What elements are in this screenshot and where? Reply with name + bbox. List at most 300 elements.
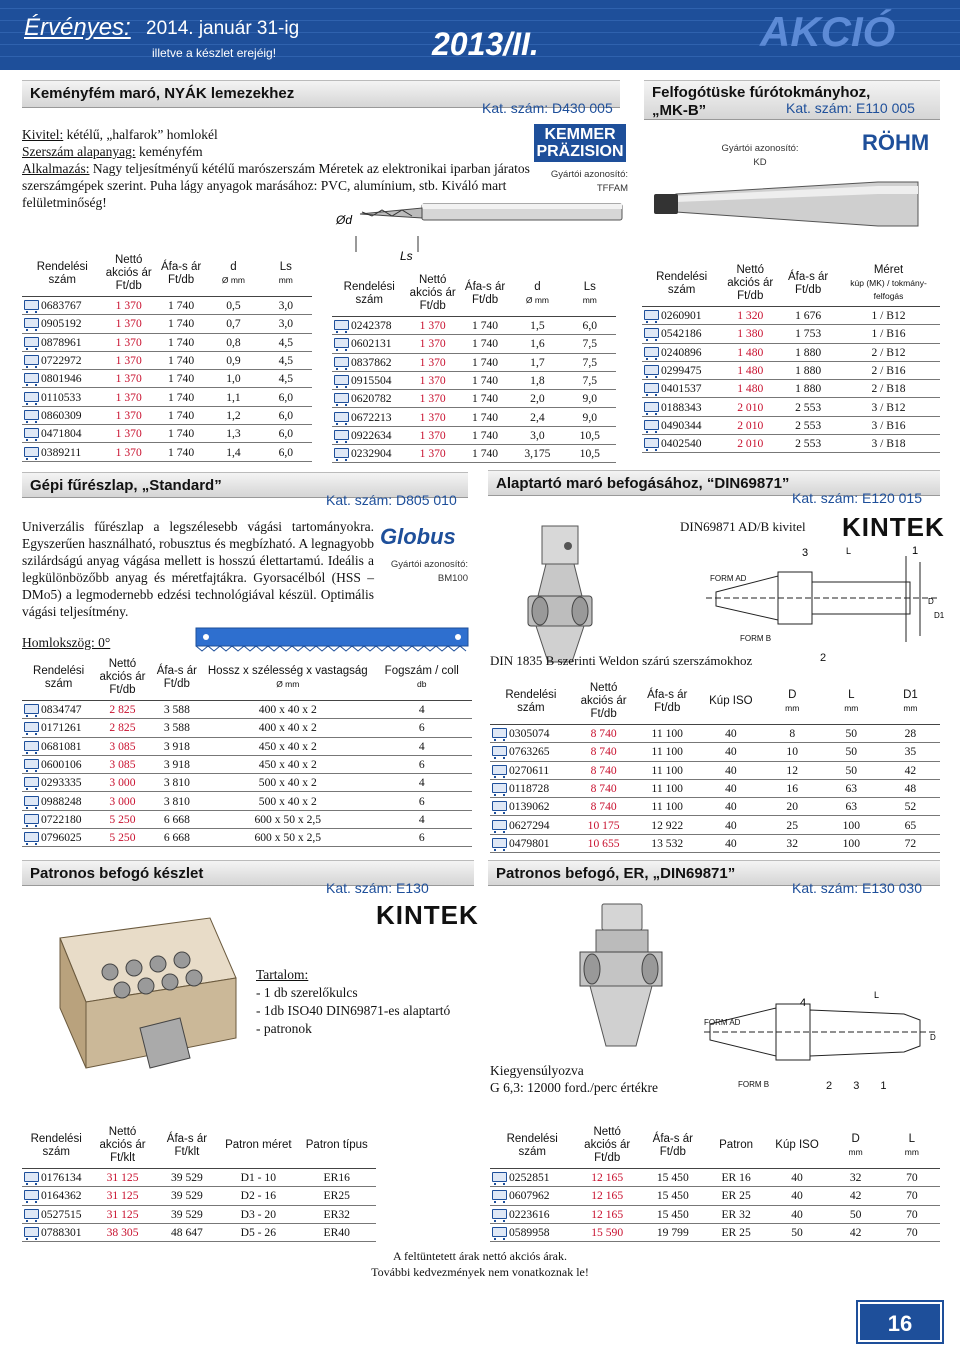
order-number: 0527515 <box>41 1207 82 1221</box>
order-cell[interactable] <box>22 351 103 369</box>
table-cell: 1 370 <box>407 335 459 353</box>
order-cell[interactable] <box>22 1205 90 1223</box>
cart-icon[interactable] <box>24 1209 39 1219</box>
table-cell: 6 <box>372 792 473 810</box>
table-cell: 3 588 <box>150 719 204 737</box>
table-cell: 9,0 <box>564 408 616 426</box>
table-body <box>22 297 312 462</box>
col-header: Nettó akciós ár Ft/db <box>572 680 636 725</box>
order-cell[interactable] <box>22 810 95 828</box>
cart-icon[interactable] <box>492 1209 507 1219</box>
desc-key: Kivitel: <box>22 127 64 142</box>
logo-text: KINTEK <box>376 900 479 930</box>
table-cell: 8 740 <box>572 779 636 797</box>
cart-icon[interactable] <box>24 796 39 806</box>
section-title-text: Keményfém maró, NYÁK lemezekhez <box>30 85 295 102</box>
table-cell: 40 <box>699 779 763 797</box>
cart-icon[interactable] <box>644 420 659 430</box>
order-cell[interactable] <box>22 774 95 792</box>
order-cell[interactable] <box>22 315 103 333</box>
order-number: 0389211 <box>41 445 82 459</box>
order-number: 0627294 <box>509 818 550 832</box>
table-cell: 15 450 <box>640 1187 706 1205</box>
cart-icon[interactable] <box>334 320 349 330</box>
table-cell: D3 - 20 <box>219 1205 297 1223</box>
valid-date: 2014. január 31-ig <box>146 18 300 39</box>
order-cell[interactable] <box>332 317 407 335</box>
order-number: 0878961 <box>41 335 82 349</box>
table-row <box>22 370 312 388</box>
order-cell[interactable] <box>332 335 407 353</box>
period-label: 2013/II. <box>432 26 539 62</box>
maker-label: Gyártói azonosító: <box>550 169 628 180</box>
catalog-number <box>786 100 915 116</box>
section-title-text: Patronos befogó, ER, „DIN69871” <box>496 865 736 882</box>
footer-line: További kedvezmények nem vonatkoznak le! <box>371 1265 589 1279</box>
order-cell[interactable] <box>22 719 95 737</box>
order-cell[interactable] <box>332 445 407 463</box>
cart-icon[interactable] <box>24 337 39 347</box>
desc-line <box>22 143 532 160</box>
cart-icon[interactable] <box>24 777 39 787</box>
order-number: 0270611 <box>509 763 550 777</box>
col-header: Rendelési szám <box>22 252 103 297</box>
cart-icon[interactable] <box>334 412 349 422</box>
table-row <box>22 737 472 755</box>
order-cell[interactable] <box>642 361 721 379</box>
col-header <box>564 272 616 317</box>
col-header: Áfa-s ár Ft/db <box>635 680 699 725</box>
order-cell[interactable] <box>332 390 407 408</box>
page-number-text: 16 <box>887 1311 913 1336</box>
maker-value: TFFAM <box>596 183 628 194</box>
cat-value: E130 <box>396 880 429 896</box>
order-cell[interactable] <box>332 371 407 389</box>
table-cell: 100 <box>822 816 881 834</box>
table-cell: 3,0 <box>511 426 563 444</box>
table-row <box>22 1169 376 1187</box>
footer-note <box>300 1248 660 1280</box>
table-cell: 2 010 <box>721 416 779 434</box>
dim-d-label: D <box>930 1033 936 1042</box>
table-cell: 6,0 <box>564 317 616 335</box>
cart-icon[interactable] <box>644 310 659 320</box>
col-header: Nettó akciós ár Ft/db <box>103 252 155 297</box>
order-number: 0252851 <box>509 1171 550 1185</box>
order-cell[interactable] <box>642 325 721 343</box>
order-cell[interactable] <box>22 388 103 406</box>
cart-icon[interactable] <box>492 1227 507 1237</box>
cart-icon[interactable] <box>644 365 659 375</box>
logo-text: RÖHM <box>862 130 930 155</box>
table-cell: ER32 <box>298 1205 376 1223</box>
contents-item: - patronok <box>256 1021 312 1036</box>
table-cell: 40 <box>699 798 763 816</box>
table-cell: 48 647 <box>155 1223 219 1241</box>
table-cell: 12 165 <box>574 1169 640 1187</box>
table-cell: 10 655 <box>572 834 636 852</box>
desc-value: kétélű, „halfarok” homlokél <box>63 127 218 142</box>
order-number: 0683767 <box>41 299 82 313</box>
table-cell: 70 <box>884 1223 940 1241</box>
table-cell: ER 16 <box>706 1169 767 1187</box>
table-cell: 1 740 <box>459 353 511 371</box>
cart-icon[interactable] <box>24 1227 39 1237</box>
cart-icon[interactable] <box>492 801 507 811</box>
table-cell: 1 740 <box>155 297 207 315</box>
cart-icon[interactable] <box>24 428 39 438</box>
section-title-text: Patronos befogó készlet <box>30 865 204 882</box>
col-header: Nettó akciós ár Ft/klt <box>90 1124 154 1169</box>
order-cell[interactable] <box>22 701 95 719</box>
catalog-number <box>792 490 922 506</box>
cart-icon[interactable] <box>24 741 39 751</box>
order-cell[interactable] <box>490 1205 574 1223</box>
order-cell[interactable] <box>22 333 103 351</box>
cart-icon[interactable] <box>24 1172 39 1182</box>
footer-line: A feltüntetett árak nettó akciós árak. <box>393 1249 567 1263</box>
cart-icon[interactable] <box>644 402 659 412</box>
cart-icon[interactable] <box>334 338 349 348</box>
order-cell[interactable] <box>490 1223 574 1241</box>
table-header-row <box>22 1124 376 1169</box>
order-number: 0607962 <box>509 1189 550 1203</box>
table-row <box>490 779 940 797</box>
table-cell: 42 <box>828 1223 884 1241</box>
table-cell: 50 <box>822 761 881 779</box>
order-number: 0620782 <box>351 392 392 406</box>
table-cell: 1 / B16 <box>837 325 940 343</box>
cart-icon[interactable] <box>24 759 39 769</box>
table-header-row <box>642 262 940 307</box>
table-cell: 65 <box>881 816 940 834</box>
cart-icon[interactable] <box>334 448 349 458</box>
order-cell[interactable] <box>22 1223 90 1241</box>
order-cell[interactable] <box>642 416 721 434</box>
rake-angle-text: Homlokszög: 0° <box>22 635 111 650</box>
product-table-cutter-b <box>332 272 616 463</box>
product-table-saw-blade <box>22 656 472 847</box>
desc-line <box>22 126 532 143</box>
table-cell: 10,5 <box>564 445 616 463</box>
table-row <box>490 1223 940 1241</box>
col-header-text: L <box>848 688 855 701</box>
col-header: Kúp ISO <box>767 1124 828 1169</box>
table-row <box>332 335 616 353</box>
col-header-text: d <box>534 280 541 293</box>
table-cell: 4 <box>372 737 473 755</box>
cart-icon[interactable] <box>492 783 507 793</box>
table-cell: 3 918 <box>150 737 204 755</box>
desc-key: Szerszám alapanyag: <box>22 144 136 159</box>
table-cell: 3,0 <box>260 315 312 333</box>
table-cell: 40 <box>699 725 763 743</box>
callout-1: 1 <box>912 545 919 557</box>
table-cell: 1 740 <box>459 445 511 463</box>
order-cell[interactable] <box>22 1169 90 1187</box>
table-cell: 1,5 <box>511 317 563 335</box>
order-cell[interactable] <box>490 1169 574 1187</box>
table-cell: 1,3 <box>207 425 259 443</box>
table-cell: 42 <box>881 761 940 779</box>
cart-icon[interactable] <box>644 347 659 357</box>
table-cell: 3 000 <box>95 792 149 810</box>
dim-d-label: Ød <box>336 213 353 227</box>
order-number: 0188343 <box>661 400 702 414</box>
order-cell[interactable] <box>490 743 572 761</box>
col-header <box>207 252 259 297</box>
table-cell: 35 <box>881 743 940 761</box>
cart-icon[interactable] <box>334 375 349 385</box>
cart-icon[interactable] <box>24 392 39 402</box>
table-row <box>22 297 312 315</box>
table-cell: 3 085 <box>95 737 149 755</box>
table-row <box>22 443 312 461</box>
order-cell[interactable] <box>22 370 103 388</box>
callout-1: 1 <box>880 1080 887 1092</box>
cart-icon[interactable] <box>24 410 39 420</box>
table-cell: D2 - 16 <box>219 1187 297 1205</box>
catalog-number <box>326 492 457 508</box>
table-body <box>642 307 940 453</box>
table-cell: 32 <box>828 1169 884 1187</box>
cart-icon[interactable] <box>24 318 39 328</box>
table-row <box>22 1205 376 1223</box>
table-row <box>490 761 940 779</box>
table-row <box>490 725 940 743</box>
table-cell: 8 740 <box>572 798 636 816</box>
cart-icon[interactable] <box>492 746 507 756</box>
cart-icon[interactable] <box>24 300 39 310</box>
order-cell[interactable] <box>22 425 103 443</box>
table-row <box>22 425 312 443</box>
saw-blade-illustration <box>194 624 472 652</box>
col-header <box>881 680 940 725</box>
order-number: 0118728 <box>509 782 550 796</box>
cart-icon[interactable] <box>492 1190 507 1200</box>
col-header: Patron méret <box>219 1124 297 1169</box>
table-row <box>490 1205 940 1223</box>
cart-icon[interactable] <box>24 814 39 824</box>
table-cell: 50 <box>822 743 881 761</box>
col-header: Nettó akciós ár Ft/db <box>95 656 149 701</box>
order-cell[interactable] <box>332 408 407 426</box>
table-cell: 7,5 <box>564 371 616 389</box>
table-cell: 0,7 <box>207 315 259 333</box>
table-cell: 11 100 <box>635 779 699 797</box>
table-cell: 63 <box>822 779 881 797</box>
col-unit: Ø mm <box>221 274 246 285</box>
table-cell: 6,0 <box>260 388 312 406</box>
order-cell[interactable] <box>490 834 572 852</box>
table-cell: 1 740 <box>155 406 207 424</box>
order-number: 0401537 <box>661 382 702 396</box>
form-ad-label <box>710 574 746 583</box>
order-cell[interactable] <box>642 343 721 361</box>
cart-icon[interactable] <box>334 357 349 367</box>
order-cell[interactable] <box>642 435 721 453</box>
table-cell: 8 740 <box>572 743 636 761</box>
table-cell: 1 740 <box>155 425 207 443</box>
table-cell: 1 740 <box>155 351 207 369</box>
col-header: Patron <box>706 1124 767 1169</box>
order-cell[interactable] <box>642 307 721 325</box>
order-cell[interactable] <box>22 737 95 755</box>
table-cell: ER 32 <box>706 1205 767 1223</box>
table-cell: 1 676 <box>779 307 837 325</box>
table-row <box>490 1169 940 1187</box>
table-cell: 48 <box>881 779 940 797</box>
cart-icon[interactable] <box>644 328 659 338</box>
order-cell[interactable] <box>642 398 721 416</box>
table-row <box>490 834 940 852</box>
cart-icon[interactable] <box>492 1172 507 1182</box>
table-cell: 4 <box>372 810 473 828</box>
order-cell[interactable] <box>490 779 572 797</box>
order-cell[interactable] <box>490 1187 574 1205</box>
table-row <box>490 816 940 834</box>
table-cell: 10,5 <box>564 426 616 444</box>
table-cell: 500 x 40 x 2 <box>204 792 371 810</box>
table-cell: 1 740 <box>155 333 207 351</box>
order-number: 0299475 <box>661 364 702 378</box>
order-cell[interactable] <box>22 792 95 810</box>
order-number: 0542186 <box>661 327 702 341</box>
globus-logo <box>380 524 456 550</box>
maker-label: Gyártói azonosító: <box>721 143 799 154</box>
order-cell[interactable] <box>490 816 572 834</box>
cart-icon[interactable] <box>24 447 39 457</box>
table-cell: 10 <box>763 743 822 761</box>
cart-icon[interactable] <box>24 704 39 714</box>
table-cell: 3 / B18 <box>837 435 940 453</box>
order-cell[interactable] <box>332 353 407 371</box>
table-cell: 50 <box>828 1205 884 1223</box>
col-header: Rendelési szám <box>490 680 572 725</box>
table-cell: 3,0 <box>260 297 312 315</box>
table-cell: 600 x 50 x 2,5 <box>204 829 371 847</box>
col-header: Kúp ISO <box>699 680 763 725</box>
table-cell: 2 553 <box>779 416 837 434</box>
table-cell: 32 <box>763 834 822 852</box>
table-cell: 1 370 <box>407 353 459 371</box>
table-cell: 2 / B16 <box>837 361 940 379</box>
order-cell[interactable] <box>22 297 103 315</box>
cart-icon[interactable] <box>24 832 39 842</box>
table-cell: 4 <box>372 774 473 792</box>
col-header: Áfa-s ár Ft/db <box>150 656 204 701</box>
table-cell: 40 <box>699 761 763 779</box>
collet-set-illustration <box>50 918 240 1098</box>
col-header: Áfa-s ár Ft/db <box>155 252 207 297</box>
table-cell: 70 <box>884 1187 940 1205</box>
table-header-row <box>490 680 940 725</box>
order-number: 0681081 <box>41 739 82 753</box>
order-cell[interactable] <box>22 829 95 847</box>
order-number: 0722972 <box>41 354 82 368</box>
cat-label: Kat. szám: <box>786 100 853 116</box>
cart-icon[interactable] <box>644 383 659 393</box>
order-cell[interactable] <box>642 380 721 398</box>
table-cell: 9,0 <box>564 390 616 408</box>
order-cell[interactable] <box>490 725 572 743</box>
order-number: 0293335 <box>41 776 82 790</box>
cart-icon[interactable] <box>492 765 507 775</box>
cart-icon[interactable] <box>334 430 349 440</box>
col-header <box>763 680 822 725</box>
order-cell[interactable] <box>490 798 572 816</box>
cat-label: Kat. szám: <box>482 100 549 116</box>
kintek-logo <box>842 512 945 543</box>
table-cell: 12 165 <box>574 1205 640 1223</box>
cart-icon[interactable] <box>334 393 349 403</box>
table-cell: 70 <box>884 1205 940 1223</box>
desc-text: Univerzális fűrészlap a legszélesebb vágási tartományokra. Egyszerűen használható, robusztus és megbízható. A legnagyobb szilárdságú anyag vágása mellett is hosszú élettartamú. Ideális a legkülönbözőbb anyag és méretfajtákra. Gyorsacélból (HSS – DMo5) a legmodernebb edzési technológiával készül. Optimális vágási teljesítmény. <box>22 519 374 619</box>
table-cell: 1,6 <box>511 335 563 353</box>
table-cell: 3 000 <box>95 774 149 792</box>
table-cell: 1 320 <box>721 307 779 325</box>
order-cell[interactable] <box>22 443 103 461</box>
col-header <box>828 1124 884 1169</box>
order-cell[interactable] <box>22 406 103 424</box>
table-cell: 31 125 <box>90 1205 154 1223</box>
table-cell: 1 740 <box>459 390 511 408</box>
cart-icon[interactable] <box>24 722 39 732</box>
cart-icon[interactable] <box>492 820 507 830</box>
table-cell: 1 370 <box>407 426 459 444</box>
cart-icon[interactable] <box>24 373 39 383</box>
form-b-label <box>738 1080 769 1089</box>
order-cell[interactable] <box>332 426 407 444</box>
table-cell: 1 880 <box>779 380 837 398</box>
col-header <box>372 656 473 701</box>
col-header: Áfa-s ár Ft/db <box>459 272 511 317</box>
set-contents <box>256 966 450 1038</box>
logo-text: KEMMER PRÄZISION <box>536 126 624 160</box>
cart-icon[interactable] <box>644 438 659 448</box>
table-header-row <box>490 1124 940 1169</box>
valid-label: Érvényes: <box>24 14 131 41</box>
table-row <box>642 416 940 434</box>
cart-icon[interactable] <box>24 1190 39 1200</box>
table-cell: 1 740 <box>459 335 511 353</box>
table-cell: 1 880 <box>779 343 837 361</box>
order-cell[interactable] <box>22 755 95 773</box>
col-header: Rendelési szám <box>490 1124 574 1169</box>
col-header <box>260 252 312 297</box>
table-row <box>332 317 616 335</box>
base-holder-illustration <box>506 516 666 666</box>
contents-title: Tartalom: <box>256 967 309 982</box>
cart-icon[interactable] <box>24 355 39 365</box>
table-cell: 1 740 <box>155 370 207 388</box>
cart-icon[interactable] <box>492 728 507 738</box>
col-header-text: D1 <box>903 688 918 701</box>
col-header-text: Hossz x szélesség x vastagság <box>207 664 368 677</box>
col-header-text: D <box>851 1132 860 1145</box>
cart-icon[interactable] <box>492 838 507 848</box>
table-cell: 8 <box>763 725 822 743</box>
order-cell[interactable] <box>490 761 572 779</box>
col-header: Rendelési szám <box>22 656 95 701</box>
product-table-collet-set <box>22 1124 376 1242</box>
order-cell[interactable] <box>22 1187 90 1205</box>
table-body <box>332 317 616 463</box>
order-number: 0834747 <box>41 703 82 717</box>
order-number: 0305074 <box>509 727 550 741</box>
table-row <box>22 810 472 828</box>
order-number: 0589958 <box>509 1226 550 1240</box>
